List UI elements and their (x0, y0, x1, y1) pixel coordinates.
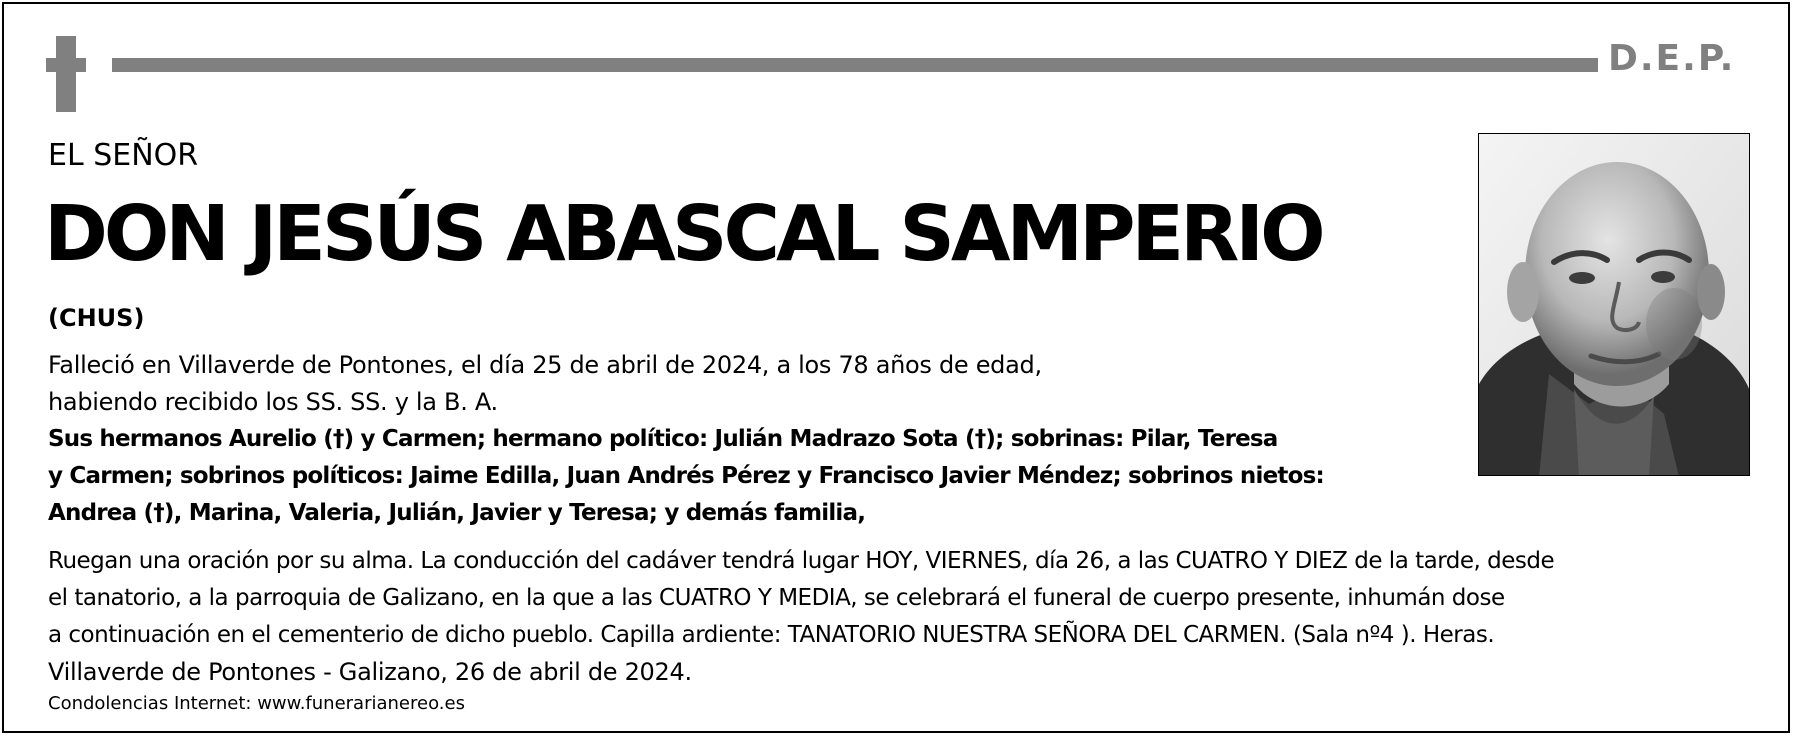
deceased-name: DON JESÚS ABASCAL SAMPERIO (44, 190, 1322, 279)
family-line: Sus hermanos Aurelio (†) y Carmen; hermano político: Julián Madrazo Sota (†); sobrinas: Pilar, Teresa (48, 426, 1278, 452)
condolences-line: Condolencias Internet: www.funerarianereo.es (48, 693, 465, 714)
cross-horizontal-bar (46, 58, 86, 72)
funeral-line: Ruegan una oración por su alma. La conducción del cadáver tendrá lugar HOY, VIERNES, día 26, a las CUATRO Y DIEZ de la tarde, desde (48, 548, 1555, 574)
portrait-image (1479, 134, 1750, 476)
funeral-line: el tanatorio, a la parroquia de Galizano, en la que a las CUATRO Y MEDIA, se celebrará el funeral de cuerpo presente, inhumán dose (48, 585, 1505, 611)
death-announcement (48, 347, 1138, 421)
family-line: Andrea (†), Marina, Valeria, Julián, Javier y Teresa; y demás familia, (48, 500, 866, 526)
honorific: EL SEÑOR (48, 138, 199, 173)
family-list (48, 421, 1378, 532)
place-date: Villaverde de Pontones - Galizano, 26 de abril de 2024. (48, 658, 692, 686)
header-rule (112, 58, 1598, 72)
funeral-line: a continuación en el cementerio de dicho pueblo. Capilla ardiente: TANATORIO NUESTRA SEÑORA DEL CARMEN. (Sala nº4 ). Heras. (48, 622, 1495, 648)
portrait-photo (1478, 133, 1750, 476)
dep-label: D.E.P. (1608, 38, 1736, 79)
cross-vertical-bar (56, 36, 76, 112)
funeral-details (48, 543, 1758, 654)
nickname: (CHUS) (48, 304, 145, 332)
death-line: Falleció en Villaverde de Pontones, el día 25 de abril de 2024, a los 78 años de edad, (48, 351, 1042, 379)
family-line: y Carmen; sobrinos políticos: Jaime Edilla, Juan Andrés Pérez y Francisco Javier Méndez; sobrinos nietos: (48, 463, 1324, 489)
death-line: habiendo recibido los SS. SS. y la B. A. (48, 388, 498, 416)
